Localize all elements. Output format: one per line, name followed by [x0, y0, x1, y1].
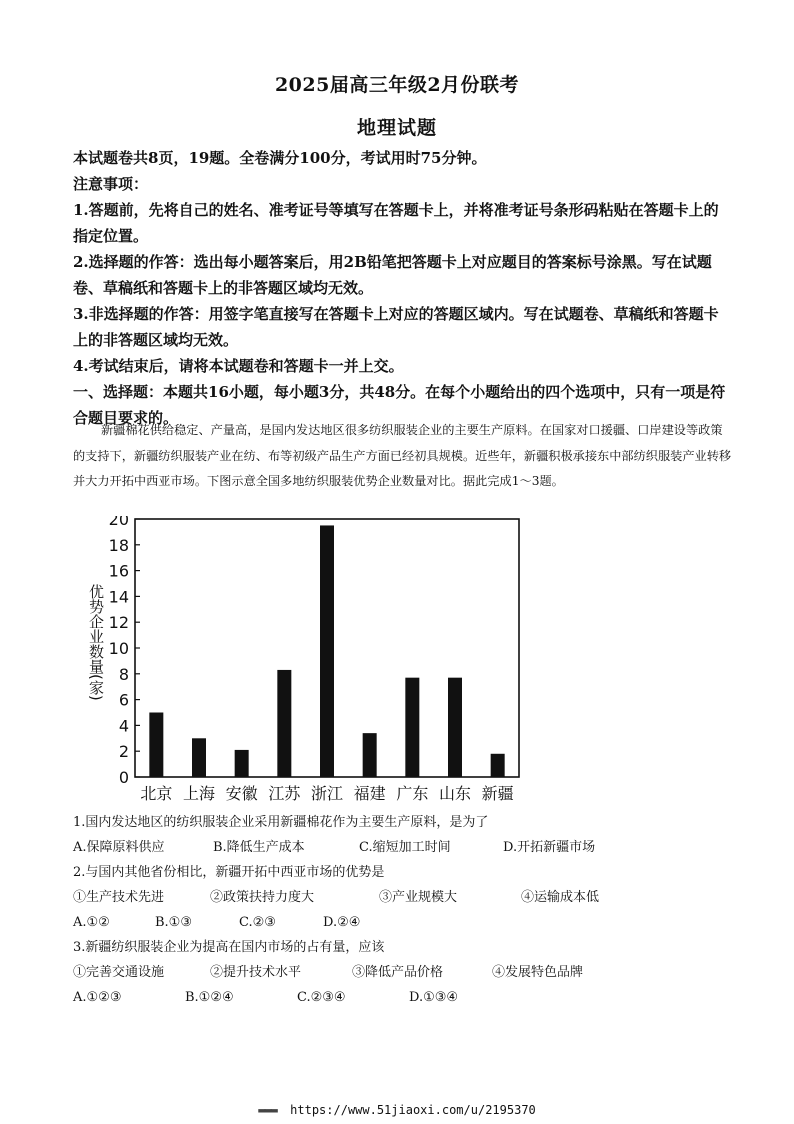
question-3 — [73, 935, 733, 1010]
bar — [192, 738, 206, 777]
section1-intro: 新疆棉花供给稳定、产量高，是国内发达地区很多纺织服装企业的主要生产原料。在国家对口援疆、口岸建设等政策的支持下，新疆纺织服装产业在纺、布等初级产品生产方面已经初具规模。近些年，新疆积极承接东中部纺织服装产业转移并大力开拓中西亚市场。下图示意全国多地纺织服装优势企业数量对比。据此完成1～3题。 — [73, 423, 732, 488]
footer-url[interactable]: https://www.51jiaoxi.com/u/2195370 — [290, 1103, 536, 1117]
question-3-statement-2: ②提升技术水平 — [210, 965, 302, 980]
question-2 — [73, 860, 733, 935]
bar — [491, 754, 505, 777]
question-1-option-c[interactable]: C.缩短加工时间 — [359, 840, 451, 855]
instructions — [73, 145, 733, 431]
footer-mark: ▬▬▬ — [258, 1103, 277, 1117]
bar — [363, 733, 377, 777]
question-1 — [73, 810, 733, 860]
x-category-label: 福建 — [353, 784, 386, 803]
question-3-option-c[interactable]: C.②③④ — [297, 990, 346, 1005]
y-tick-label: 16 — [108, 561, 129, 581]
question-3-option-a[interactable]: A.①②③ — [73, 990, 122, 1005]
y-tick-label: 8 — [118, 664, 129, 684]
question-1-option-d[interactable]: D.开拓新疆市场 — [503, 840, 596, 855]
question-2-option-d[interactable]: D.②④ — [323, 915, 361, 930]
y-tick-label: 18 — [108, 535, 129, 555]
y-tick-label: 20 — [108, 516, 129, 529]
notice-item-2: 2.选择题的作答：选出每小题答案后，用2B铅笔把答题卡上对应题目的答案标号涂黑。写在试题卷、草稿纸和答题卡上的非答题区域均无效。 — [73, 253, 712, 297]
question-3-stem: 3.新疆纺织服装企业为提高在国内市场的占有量，应该 — [73, 940, 385, 955]
question-1-option-a[interactable]: A.保障原料供应 — [73, 840, 165, 855]
y-tick-label: 0 — [118, 768, 129, 787]
x-category-label: 浙江 — [310, 784, 344, 803]
x-category-label: 新疆 — [481, 784, 514, 803]
x-category-label: 江苏 — [268, 784, 301, 803]
question-3-statements — [73, 960, 733, 985]
y-tick-label: 10 — [108, 639, 129, 658]
question-3-statement-3: ③降低产品价格 — [352, 965, 444, 980]
bar — [405, 678, 419, 777]
x-category-label: 山东 — [438, 784, 472, 803]
bar — [149, 713, 163, 778]
question-3-option-d[interactable]: D.①③④ — [409, 990, 459, 1005]
notice-item-4: 4.考试结束后，请将本试题卷和答题卡一并上交。 — [73, 357, 404, 375]
question-2-stem: 2.与国内其他省份相比，新疆开拓中西亚市场的优势是 — [73, 865, 385, 880]
question-1-options — [73, 835, 733, 860]
question-2-statements — [73, 885, 733, 910]
question-3-options — [73, 985, 733, 1010]
instructions-summary: 本试题卷共8页，19题。全卷满分100分，考试用时75分钟。 — [73, 149, 487, 167]
bar — [448, 678, 462, 777]
y-tick-label: 6 — [118, 690, 129, 710]
question-2-statement-4: ④运输成本低 — [521, 890, 600, 905]
question-2-statement-2: ②政策扶持力度大 — [210, 890, 315, 905]
question-1-stem: 1.国内发达地区的纺织服装企业采用新疆棉花作为主要生产原料，是为了 — [73, 815, 489, 830]
question-2-statement-3: ③产业规模大 — [379, 890, 458, 905]
y-tick-label: 12 — [108, 613, 129, 633]
question-2-statement-1: ①生产技术先进 — [73, 890, 165, 905]
bar — [235, 750, 249, 777]
x-category-label: 上海 — [182, 784, 216, 803]
x-category-label: 广东 — [396, 784, 429, 803]
question-3-statement-4: ④发展特色品牌 — [492, 965, 584, 980]
bar — [320, 525, 334, 777]
notice-item-3: 3.非选择题的作答：用签字笔直接写在答题卡上对应的答题区域内。写在试题卷、草稿纸和答题卡上的非答题区域均无效。 — [73, 305, 719, 349]
notice-heading: 注意事项： — [73, 175, 149, 193]
question-2-option-a[interactable]: A.①② — [73, 915, 110, 930]
y-tick-label: 14 — [108, 587, 129, 607]
bar-chart — [82, 516, 532, 816]
question-2-option-b[interactable]: B.①③ — [155, 915, 192, 930]
chart-ylabel: 优势企业数量(家) — [87, 584, 105, 701]
exam-title: 2025届高三年级2月份联考 — [274, 74, 520, 96]
question-2-option-c[interactable]: C.②③ — [239, 915, 276, 930]
bar — [277, 670, 291, 777]
x-category-label: 北京 — [140, 784, 173, 803]
question-1-option-b[interactable]: B.降低生产成本 — [213, 840, 305, 855]
x-category-label: 安徽 — [225, 784, 258, 803]
y-tick-label: 4 — [118, 716, 129, 736]
subject-title: 地理试题 — [356, 117, 437, 139]
chart-svg — [82, 516, 532, 812]
question-3-option-b[interactable]: B.①②④ — [185, 990, 234, 1005]
question-2-options — [73, 910, 733, 935]
y-tick-label: 2 — [118, 742, 129, 762]
footer — [0, 1103, 794, 1117]
question-3-statement-1: ①完善交通设施 — [73, 965, 165, 980]
section1-heading: 一、选择题：本题共16小题，每小题3分，共48分。在每个小题给出的四个选项中，只有一项是符合题目要求的。 — [73, 383, 726, 427]
notice-item-1: 1.答题前，先将自己的姓名、准考证号等填写在答题卡上，并将准考证号条形码粘贴在答题卡上的指定位置。 — [73, 201, 719, 245]
